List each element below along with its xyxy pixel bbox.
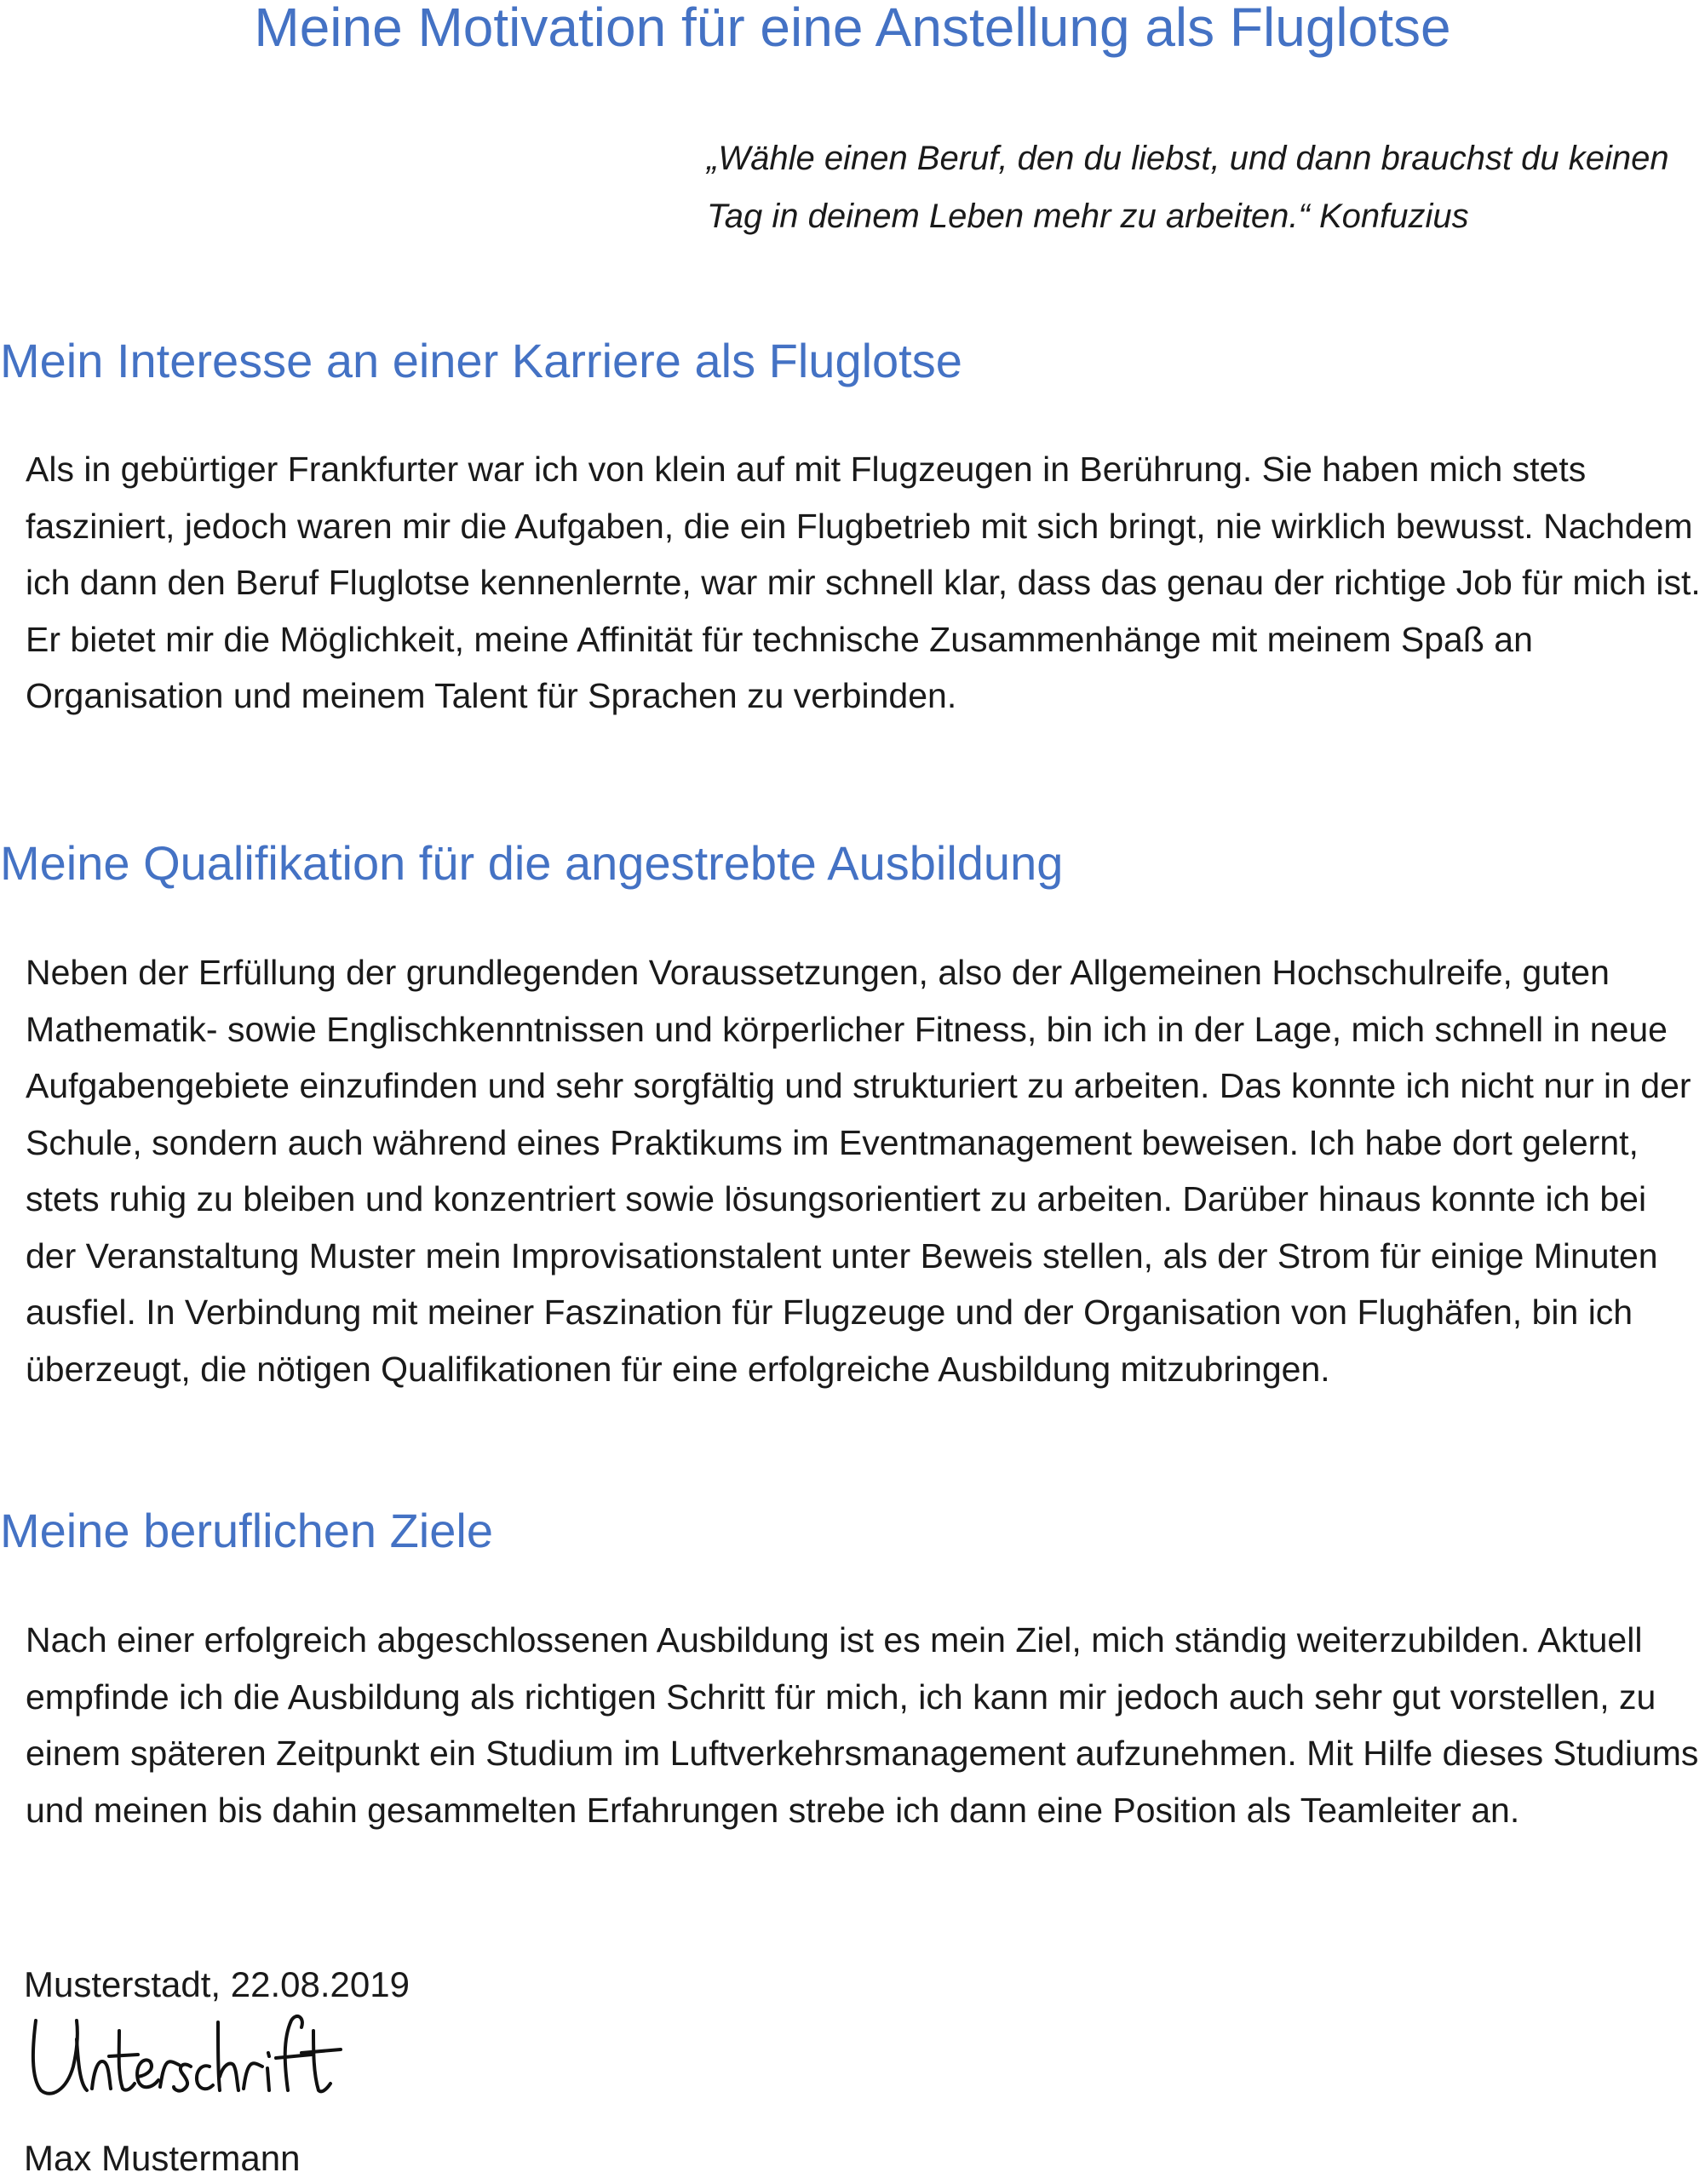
section-heading-qualification: Meine Qualifikation für die angestrebte Ausbildung xyxy=(0,836,1064,890)
section-heading-goals: Meine beruflichen Ziele xyxy=(0,1504,493,1557)
section-body-qualification: Neben der Erfüllung der grundlegenden Voraussetzungen, also der Allgemeinen Hochschulreife, guten Mathematik- sowie Englischkenntnissen und körperlicher Fitness, bin ich in der Lage, mich schnell in neue Aufgabengebiete einzufinden und sehr sorgfältig und strukturiert zu arbeiten. Das konnte ich nicht nur in der Schule, sondern auch während eines Praktikums im Eventmanagement beweisen. Ich habe dort gelernt, stets ruhig zu bleiben und konzentriert sowie lösungsorientiert zu arbeiten. Darüber hinaus konnte ich bei der Veranstaltung Muster mein Improvisationstalent unter Beweis stellen, als der Strom für einige Minuten ausfiel. In Verbindung mit meiner Faszination für Flugzeuge und der Organisation von Flughäfen, bin ich überzeugt, die nötigen Qualifikationen für eine erfolgreiche Ausbildung mitzubringen. xyxy=(26,953,1691,1389)
section-body-goals: Nach einer erfolgreich abgeschlossenen Ausbildung ist es mein Ziel, mich ständig weiterzubilden. Aktuell empfinde ich die Ausbildung als richtigen Schritt für mich, ich kann mir jedoch auch sehr gut vorstellen, zu einem späteren Zeitpunkt ein Studium im Luftverkehrsmanagement aufzunehmen. Mit Hilfe dieses Studiums und meinen bis dahin gesammelten Erfahrungen strebe ich dann eine Position als Teamleiter an. xyxy=(26,1620,1699,1830)
document-title: Meine Motivation für eine Anstellung als Fluglotse xyxy=(254,0,1451,58)
section-body-interest: Als in gebürtiger Frankfurter war ich von klein auf mit Flugzeugen in Berührung. Sie haben mich stets fasziniert, jedoch waren mir die Aufgaben, die ein Flugbetrieb mit sich bringt, nie wirklich bewusst. Nachdem ich dann den Beruf Fluglotse kennenlernte, war mir schnell klar, dass das genau der richtige Job für mich ist. Er bietet mir die Möglichkeit, meine Affinität für technische Zusammenhänge mit meinem Spaß an Organisation und meinem Talent für Sprachen zu verbinden. xyxy=(26,450,1701,715)
handwritten-signature xyxy=(24,2005,347,2107)
signer-name: Max Mustermann xyxy=(24,2138,301,2178)
place-and-date: Musterstadt, 22.08.2019 xyxy=(24,1964,410,2004)
section-heading-interest: Mein Interesse an einer Karriere als Fluglotse xyxy=(0,334,962,387)
motto-quote: „Wähle einen Beruf, den du liebst, und dann brauchst du keinen Tag in deinem Leben mehr zu arbeiten.“ Konfuzius xyxy=(707,140,1669,235)
